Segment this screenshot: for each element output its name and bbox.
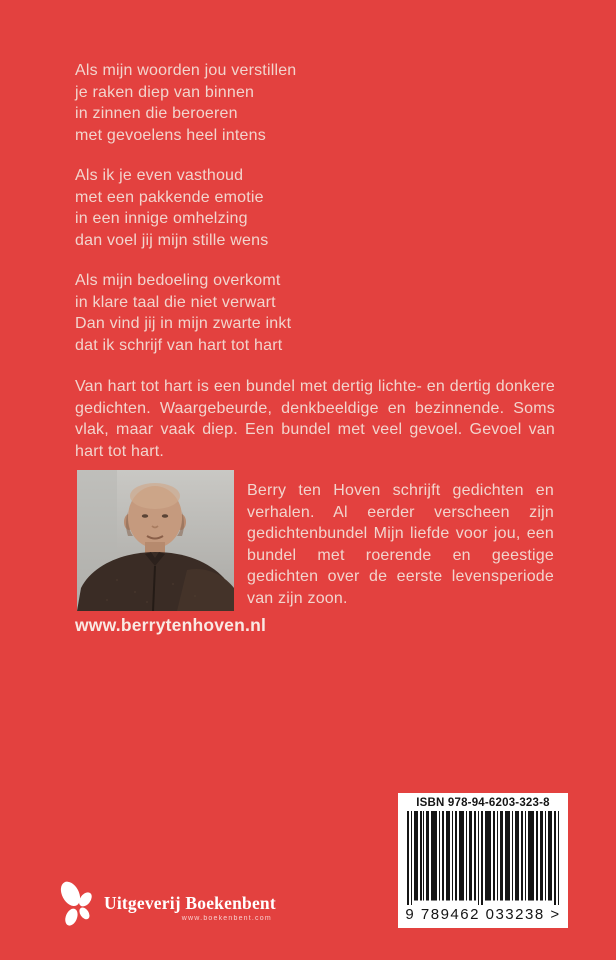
isbn-barcode-block <box>398 793 568 928</box>
butterfly-logo-icon <box>56 878 98 932</box>
publisher-website-url: www.boekenbent.com <box>181 915 272 922</box>
poem-line: Als ik je even vasthoud <box>75 167 244 184</box>
poem-line: met gevoelens heel intens <box>75 126 266 144</box>
barcode-lines-icon <box>407 811 559 905</box>
poem-line: dan voel jij mijn stille wens <box>75 231 269 249</box>
publisher-text <box>104 893 276 922</box>
poem-stanza-2 <box>75 165 296 251</box>
isbn-number-label: ISBN 978-94-6203-323-8 <box>416 797 550 809</box>
publisher-logo <box>56 878 276 932</box>
author-photo <box>77 470 234 611</box>
book-blurb: Van hart tot hart is een bundel met dertig lichte- en dertig donkere gedichten. Waargebeurde, denkbeeldige en bezinnende. Soms vlak, maar vaak diep. Een bundel met veel gevoel. Gevoel van hart tot hart. <box>75 378 555 460</box>
poem-line: met een pakkende emotie <box>75 188 264 206</box>
poem-line: Als mijn woorden jou verstillen <box>75 62 297 79</box>
poem-line: dat ik schrijf van hart tot hart <box>75 336 283 354</box>
poem-line: Dan vind jij in mijn zwarte inkt <box>75 315 292 332</box>
poem-line: in een innige omhelzing <box>75 210 248 227</box>
barcode-digits: 9 789462 033238 > <box>405 906 561 923</box>
author-website-url: www.berrytenhoven.nl <box>75 615 267 635</box>
publisher-name: Uitgeverij Boekenbent <box>104 893 276 913</box>
poem-stanza-1 <box>75 60 296 146</box>
poem-stanza-3 <box>75 270 296 356</box>
poem-line: Als mijn bedoeling overkomt <box>75 272 281 289</box>
poem-line: in zinnen die beroeren <box>75 105 238 122</box>
poem <box>75 60 296 356</box>
author-bio: Berry ten Hoven schrijft gedichten en verhalen. Al eerder verscheen zijn gedichtenbundel Mijn liefde voor jou, een bundel met roerende en geestige gedichten over de eerste levensperiode van zijn zoon. <box>247 482 554 607</box>
poem-line: in klare taal die niet verwart <box>75 293 276 311</box>
poem-line: je raken diep van binnen <box>75 83 255 101</box>
